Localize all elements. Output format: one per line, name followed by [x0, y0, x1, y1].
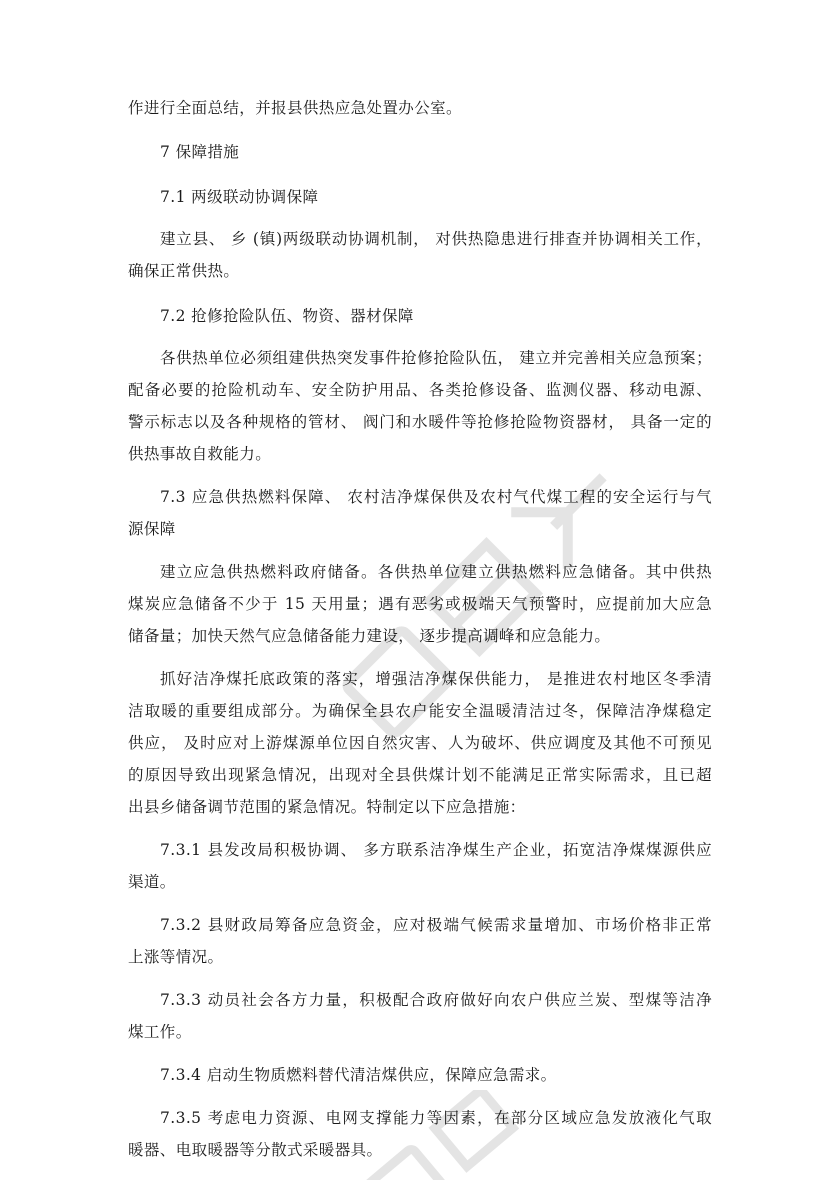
list-item: 7.3.2 县财政局筹备应急资金，应对极端气候需求量增加、市场价格非正常 [160, 916, 712, 934]
list-item: 7.3.5 考虑电力资源、电网支撑能力等因素，在部分区域应急发放液化气取 [160, 1109, 712, 1127]
text-line: 配备必要的抢险机动车、安全防护用品、各类抢修设备、监测仪器、移动电源、 [128, 381, 712, 399]
text-line: 供热事故自救能力。 [128, 445, 272, 463]
text-line: 确保正常供热。 [128, 262, 240, 280]
list-item-cont: 暖器、电取暖器等分散式采暖器具。 [128, 1141, 383, 1159]
text-line: 各供热单位必须组建供热突发事件抢修抢险队伍， 建立并完善相关应急预案； [160, 349, 712, 367]
text-line: 出县乡储备调节范围的紧急情况。特制定以下应急措施： [128, 798, 526, 816]
text-line: 煤炭应急储备不少于 15 天用量；遇有恶劣或极端天气预警时，应提前加大应急 [128, 595, 712, 613]
text-line: 洁取暖的重要组成部分。为确保全县农户能安全温暖清洁过冬，保障洁净煤稳定 [128, 702, 712, 720]
text-line: 供应， 及时应对上游煤源单位因自然灾害、人为破坏、供应调度及其他不可预见 [128, 734, 712, 752]
text-line: 储备量；加快天然气应急储备能力建设， 逐步提高调峰和应急能力。 [128, 627, 611, 645]
subsection-heading: 7.1 两级联动协调保障 [160, 188, 319, 206]
subsection-heading: 7.3 应急供热燃料保障、 农村洁净煤保供及农村气代煤工程的安全运行与气 [160, 488, 712, 506]
subsection-heading: 7.2 抢修抢险队伍、物资、器材保障 [160, 307, 414, 325]
text-line: 警示标志以及各种规格的管材、 阀门和水暖件等抢修抢险物资器材， 具备一定的 [128, 413, 712, 431]
watermark-bottom-image [330, 1090, 550, 1180]
text-line: 的原因导致出现紧急情况，出现对全县供煤计划不能满足正常实际需求，且已超 [128, 766, 712, 784]
list-item: 7.3.3 动员社会各方力量，积极配合政府做好向农户供应兰炭、型煤等洁净 [160, 991, 712, 1009]
text-line: 作进行全面总结，并报县供热应急处置办公室。 [128, 99, 462, 117]
text-line: 建立县、 乡 (镇)两级联动协调机制， 对供热隐患进行排查并协调相关工作， [160, 230, 712, 248]
list-item-cont: 上涨等情况。 [128, 948, 224, 966]
subsection-heading-cont: 源保障 [128, 520, 176, 538]
list-item-cont: 渠道。 [128, 873, 176, 891]
text-line: 抓好洁净煤托底政策的落实，增强洁净煤保供能力， 是推进农村地区冬季清 [160, 670, 712, 688]
list-item: 7.3.4 启动生物质燃料替代清洁煤供应，保障应急需求。 [160, 1066, 557, 1084]
section-heading: 7 保障措施 [160, 143, 240, 161]
list-item: 7.3.1 县发改局积极协调、 多方联系洁净煤生产企业，拓宽洁净煤煤源供应 [160, 841, 712, 859]
text-line: 建立应急供热燃料政府储备。各供热单位建立供热燃料应急储备。其中供热 [160, 563, 712, 581]
list-item-cont: 煤工作。 [128, 1023, 192, 1041]
